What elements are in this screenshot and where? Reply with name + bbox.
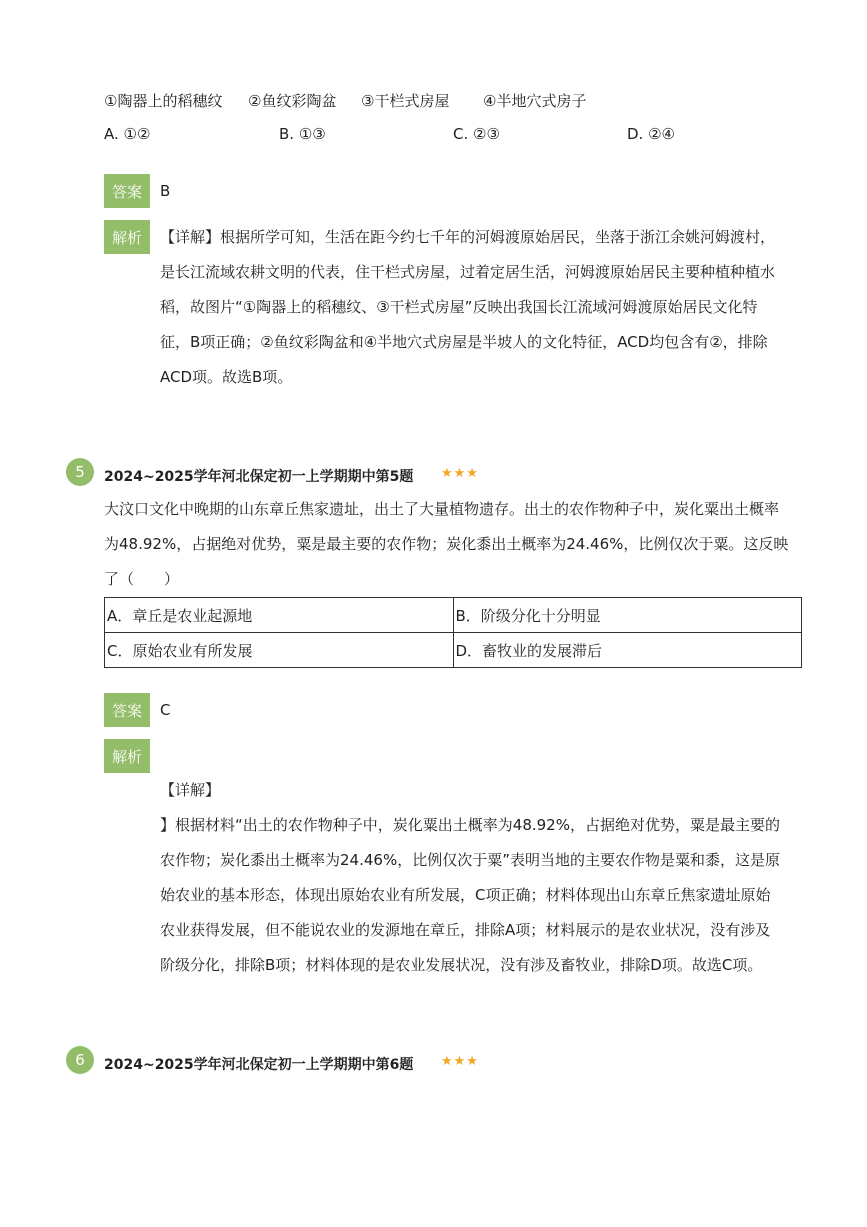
q6-number-badge: 6 — [66, 1046, 94, 1074]
q4-analysis — [160, 220, 775, 395]
q5-option-d: D．畜牧业的发展滞后 — [453, 633, 802, 668]
q5-analysis-line: 】根据材料“出土的农作物种子中，炭化粟出土概率为48.92%，占据绝对优势，粟是最主要的 — [160, 816, 780, 834]
q4-analysis-line: 是长江流域农耕文明的代表，住干栏式房屋，过着定居生活，河姆渡原始居民主要种植种植水 — [160, 263, 776, 281]
q4-option-b: B. ①③ — [279, 125, 326, 143]
q5-number-badge: 5 — [66, 458, 94, 486]
q5-title: 2024~2025学年河北保定初一上学期期中第5题 — [104, 469, 414, 485]
q5-analysis-line: 农业获得发展，但不能说农业的发源地在章丘，排除A项；材料展示的是农业状况，没有涉及 — [160, 921, 771, 939]
q5-answer-value: C — [160, 701, 171, 719]
q4-analysis-tag: 解析 — [104, 220, 150, 254]
q4-item-1: ①陶器上的稻穗纹 — [104, 92, 223, 110]
q4-option-d: D. ②④ — [627, 125, 675, 143]
q5-analysis-line: 农作物；炭化黍出土概率为24.46%，比例仅次于粟”表明当地的主要农作物是粟和黍，这是原 — [160, 851, 780, 869]
q5-option-a: A．章丘是农业起源地 — [105, 598, 454, 633]
q5-option-c: C．原始农业有所发展 — [105, 633, 454, 668]
q5-difficulty-stars: ★★★ — [441, 466, 479, 481]
q6-difficulty-stars: ★★★ — [441, 1054, 479, 1069]
q5-analysis — [160, 773, 780, 983]
q4-analysis-line: 【详解】根据所学可知，生活在距今约七千年的河姆渡原始居民，坐落于浙江余姚河姆渡村， — [160, 228, 776, 246]
q6-title: 2024~2025学年河北保定初一上学期期中第6题 — [104, 1057, 414, 1073]
q5-stem-line: 了（ ） — [104, 570, 180, 588]
q5-analysis-head: 【详解】 — [160, 781, 221, 799]
q4-analysis-line: 稻，故图片“①陶器上的稻穗纹、③干栏式房屋”反映出我国长江流域河姆渡原始居民文化特 — [160, 298, 758, 316]
q5-options-table — [104, 597, 802, 668]
q5-stem-line: 大汶口文化中晚期的山东章丘焦家遗址，出土了大量植物遗存。出土的农作物种子中，炭化粟出土概率 — [104, 500, 780, 518]
q4-analysis-line: ACD项。故选B项。 — [160, 368, 293, 386]
q4-answer-tag: 答案 — [104, 174, 150, 208]
q4-option-a: A. ①② — [104, 125, 151, 143]
q5-answer-tag: 答案 — [104, 693, 150, 727]
q4-item-3: ③干栏式房屋 — [361, 92, 450, 110]
q4-item-2: ②鱼纹彩陶盆 — [248, 92, 337, 110]
q4-analysis-line: 征，B项正确；②鱼纹彩陶盆和④半地穴式房屋是半坡人的文化特征，ACD均包含有②，排除 — [160, 333, 768, 351]
q5-stem-line: 为48.92%，占据绝对优势，粟是最主要的农作物；炭化黍出土概率为24.46%，比例仅次于粟。这反映 — [104, 535, 789, 553]
q5-stem — [104, 492, 788, 597]
q5-option-b: B．阶级分化十分明显 — [453, 598, 802, 633]
table-row — [105, 598, 802, 633]
q4-option-c: C. ②③ — [453, 125, 500, 143]
q5-analysis-line: 阶级分化，排除B项；材料体现的是农业发展状况，没有涉及畜牧业，排除D项。故选C项。 — [160, 956, 763, 974]
q4-answer-value: B — [160, 182, 171, 200]
table-row — [105, 633, 802, 668]
q4-item-4: ④半地穴式房子 — [483, 92, 587, 110]
q5-analysis-line: 始农业的基本形态，体现出原始农业有所发展，C项正确；材料体现出山东章丘焦家遗址原始 — [160, 886, 771, 904]
q5-analysis-tag: 解析 — [104, 739, 150, 773]
